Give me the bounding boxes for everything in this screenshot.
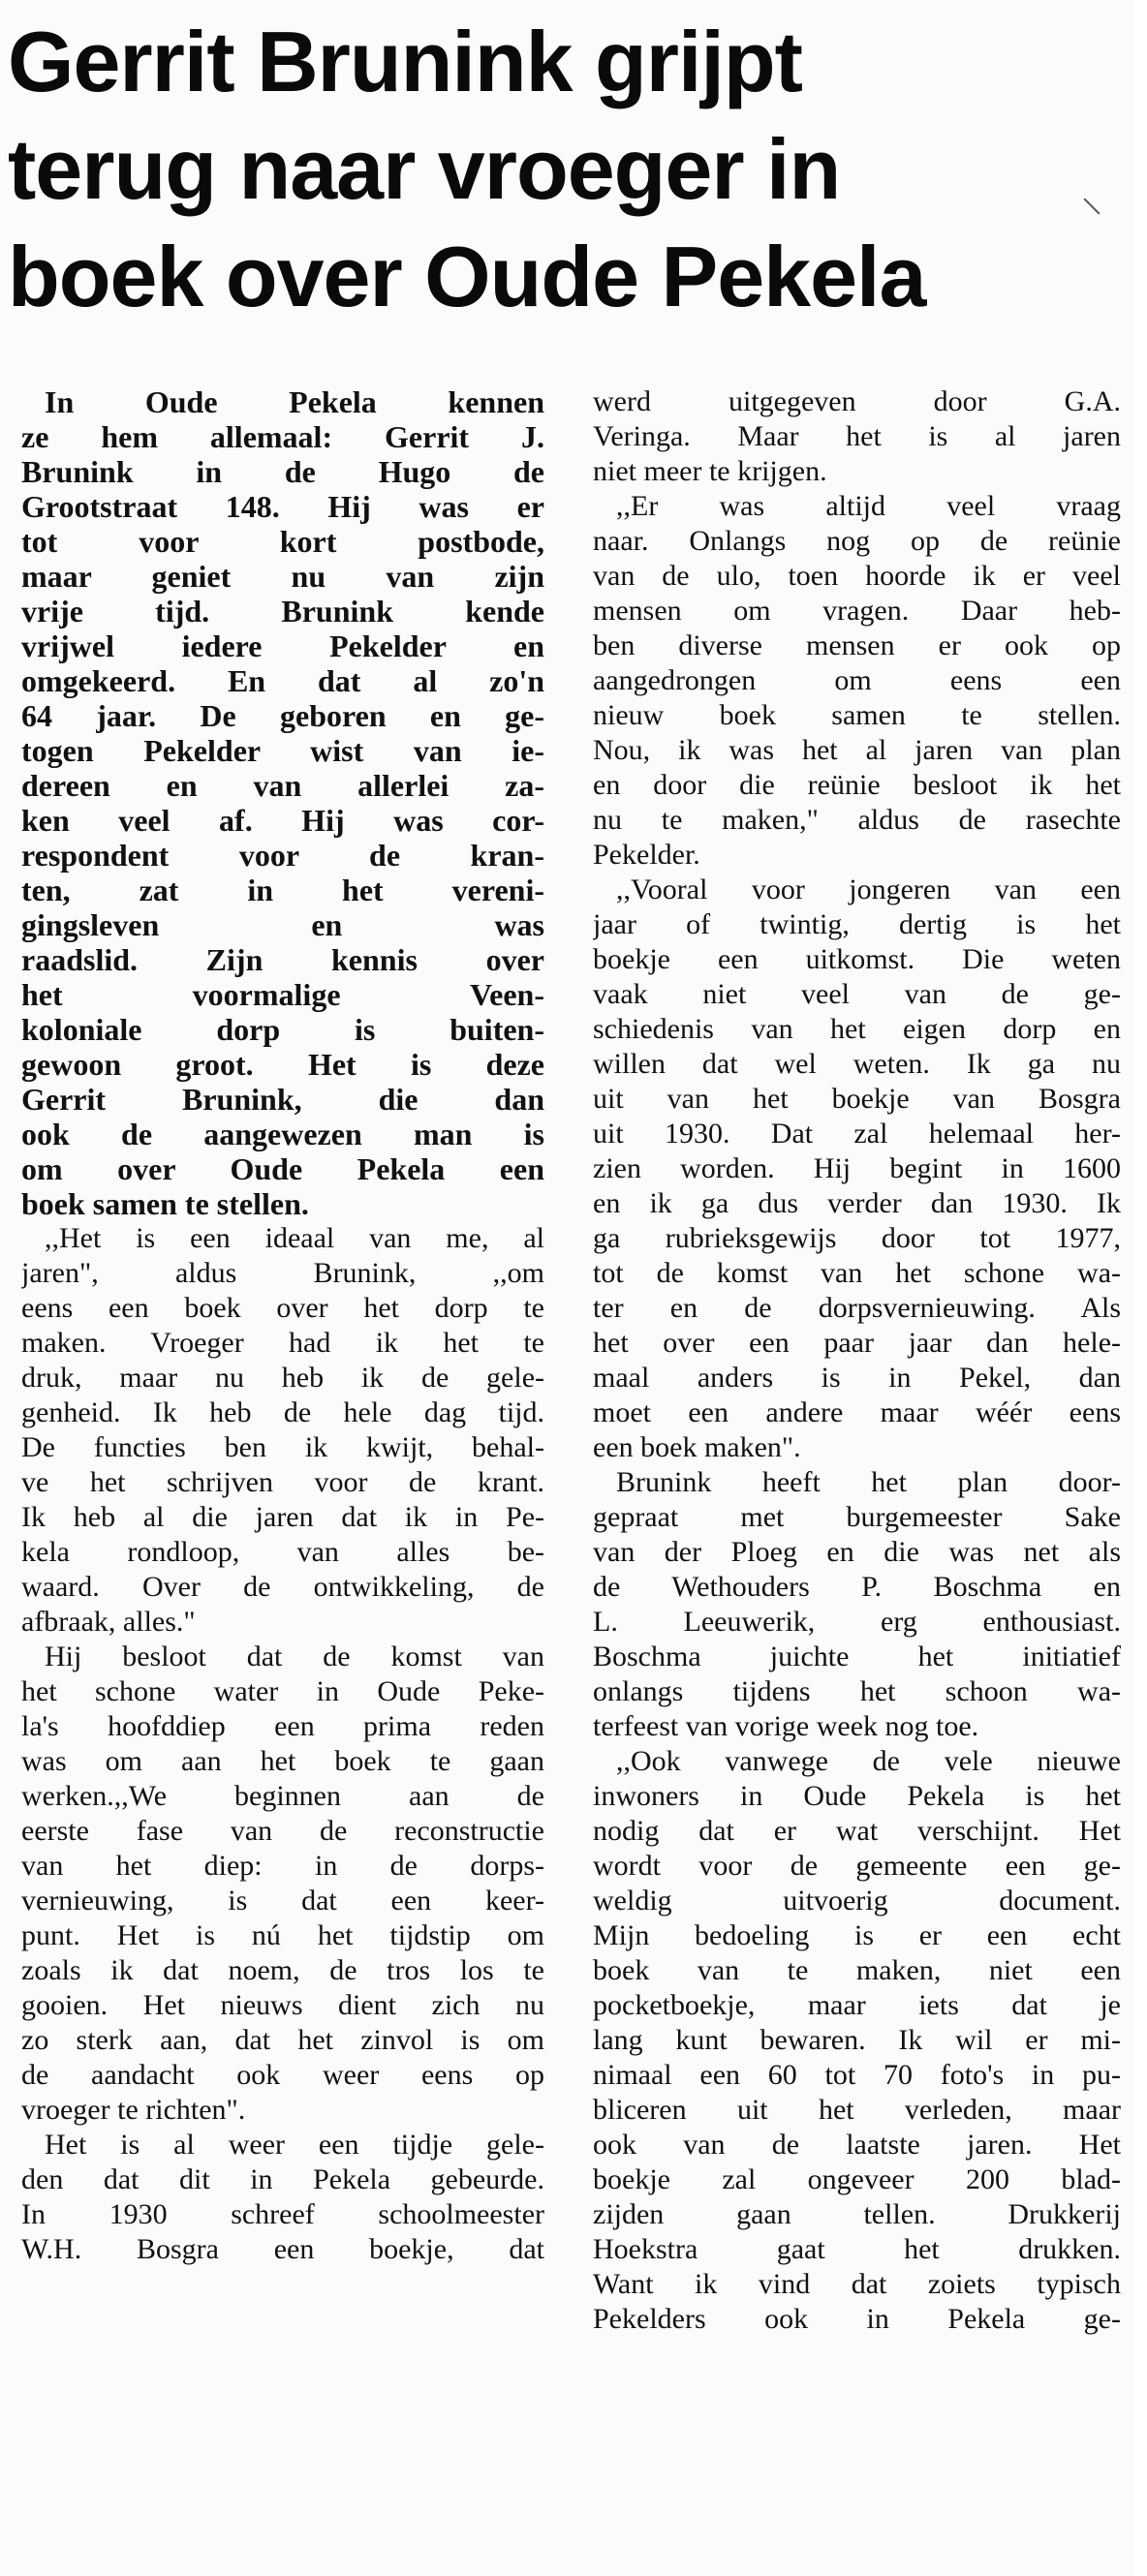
text-line: Want ik vind dat zoiets typisch [593,2268,1121,2300]
text-line: Hij besloot dat de komst van [45,1641,544,1672]
text-line: Nou, ik was het al jaren van plan [593,734,1121,766]
text-line: vroeger te richten". [21,2094,246,2126]
right-column [593,384,1121,2337]
text-line: naar. Onlangs nog op de reünie [593,525,1121,557]
text-line: het over een paar jaar dan hele- [593,1327,1121,1359]
text-line: maal anders is in Pekel, dan [593,1362,1121,1394]
text-line: ter en de dorpsvernieuwing. Als [593,1292,1121,1324]
text-line: gingsleven en was [21,907,544,942]
text-line: ook van de laatste jaren. Het [593,2129,1121,2161]
text-line: schiedenis van het eigen dorp en [593,1013,1121,1045]
text-line: wordt voor de gemeente een ge- [593,1850,1121,1882]
text-line: genheid. Ik heb de hele dag tijd. [21,1396,544,1428]
text-line: respondent voor de kran- [21,838,544,873]
text-line: vernieuwing, is dat een keer- [21,1885,544,1917]
text-line: zijden gaan tellen. Drukkerij [593,2198,1121,2230]
text-line: Pekelders ook in Pekela ge- [593,2303,1121,2335]
text-line: afbraak, alles." [21,1606,196,1638]
text-line: nu te maken," aldus de rasechte [593,804,1121,836]
text-line: vaak niet veel van de ge- [593,978,1121,1010]
text-line: gooien. Het nieuws dient zich nu [21,1989,544,2021]
text-line: L. Leeuwerik, erg enthousiast. [593,1606,1121,1638]
text-line: Brunink heeft het plan door- [616,1466,1121,1498]
text-line: Hoekstra gaat het drukken. [593,2233,1121,2265]
text-line: punt. Het is nú het tijdstip om [21,1919,544,1951]
text-line: boek van te maken, niet een [593,1954,1121,1986]
text-line: onlangs tijdens het schoon wa- [593,1675,1121,1707]
text-line: ve het schrijven voor de krant. [21,1466,544,1498]
text-line: Boschma juichte het initiatief [593,1641,1121,1672]
text-line: jaren", aldus Brunink, ,,om [21,1257,544,1289]
text-line: het schone water in Oude Peke- [21,1675,544,1707]
page-margin [1133,0,1147,2576]
text-line: Grootstraat 148. Hij was er [21,489,544,524]
text-line: gepraat met burgemeester Sake [593,1501,1121,1533]
text-line: moet een andere maar wéér eens [593,1396,1121,1428]
text-line: druk, maar nu heb ik de gele- [21,1362,544,1394]
text-line: togen Pekelder wist van ie- [21,733,544,768]
text-line: kela rondloop, van alles be- [21,1536,544,1568]
text-line: De functies ben ik kwijt, behal- [21,1431,544,1463]
headline-line-1: Gerrit Brunink grijpt [8,14,802,109]
text-line: de aandacht ook weer eens op [21,2059,544,2091]
text-line: Veringa. Maar het is al jaren [593,420,1121,452]
text-line: zoals ik dat noem, de tros los te [21,1954,544,1986]
text-line: ten, zat in het vereni- [21,873,544,907]
headline-line-3: boek over Oude Pekela [8,229,926,324]
text-line: eens een boek over het dorp te [21,1292,544,1324]
text-line: weldig uitvoerig document. [593,1885,1121,1917]
text-line: Ik heb al die jaren dat ik in Pe- [21,1501,544,1533]
text-line: het voormalige Veen- [21,977,544,1012]
text-line: en door die reünie besloot ik het [593,769,1121,801]
text-line: koloniale dorp is buiten- [21,1012,544,1047]
text-line: tot voor kort postbode, [21,524,544,559]
text-line: de Wethouders P. Boschma en [593,1571,1121,1603]
text-line: boekje zal ongeveer 200 blad- [593,2163,1121,2195]
text-line: 64 jaar. De geboren en ge- [21,698,544,733]
text-line: inwoners in Oude Pekela is het [593,1780,1121,1812]
text-line: pocketboekje, maar iets dat je [593,1989,1121,2021]
text-line: werd uitgegeven door G.A. [593,385,1121,417]
text-line: ze hem allemaal: Gerrit J. [21,419,544,454]
text-line: uit van het boekje van Bosgra [593,1083,1121,1115]
text-line: van het diep: in de dorps- [21,1850,544,1882]
text-line: maar geniet nu van zijn [21,559,544,594]
text-line: ben diverse mensen er ook op [593,629,1121,661]
text-line: vrije tijd. Brunink kende [21,594,544,629]
text-line: een boek maken". [593,1431,801,1463]
text-line: ken veel af. Hij was cor- [21,803,544,838]
text-line: bliceren uit het verleden, maar [593,2094,1121,2126]
text-line: tot de komst van het schone wa- [593,1257,1121,1289]
text-line: In Oude Pekela kennen [45,384,544,419]
text-line: W.H. Bosgra een boekje, dat [21,2233,544,2265]
text-line: van de ulo, toen hoorde ik er veel [593,560,1121,592]
text-line: Gerrit Brunink, die dan [21,1082,544,1117]
text-line: terfeest van vorige week nog toe. [593,1710,979,1742]
text-line: maken. Vroeger had ik het te [21,1327,544,1359]
text-line: zo sterk aan, dat het zinvol is om [21,2024,544,2056]
text-line: eerste fase van de reconstructie [21,1815,544,1847]
text-line: ,,Het is een ideaal van me, al [45,1222,544,1254]
headline-line-2: terug naar vroeger in [8,121,841,217]
text-line: raadslid. Zijn kennis over [21,942,544,977]
text-line: boekje een uitkomst. Die weten [593,943,1121,975]
text-line: nieuw boek samen te stellen. [593,699,1121,731]
headline [8,8,1122,330]
text-line: gewoon groot. Het is deze [21,1047,544,1082]
text-line: mensen om vragen. Daar heb- [593,595,1121,627]
text-line: Mijn bedoeling is er een echt [593,1919,1121,1951]
text-line: ,,Ook vanwege de vele nieuwe [616,1745,1121,1777]
text-line: Pekelder. [593,839,700,871]
text-line: dereen en van allerlei za- [21,768,544,803]
text-line: van der Ploeg en die was net als [593,1536,1121,1568]
text-line: den dat dit in Pekela gebeurde. [21,2163,544,2195]
text-line: lang kunt bewaren. Ik wil er mi- [593,2024,1121,2056]
text-line: ,,Er was altijd veel vraag [616,490,1121,522]
text-line: omgekeerd. En dat al zo'n [21,663,544,698]
text-line: ,,Vooral voor jongeren van een [616,874,1121,905]
text-line: boek samen te stellen. [21,1186,309,1221]
text-line: was om aan het boek te gaan [21,1745,544,1777]
text-line: la's hoofddiep een prima reden [21,1710,544,1742]
text-line: ook de aangewezen man is [21,1117,544,1151]
text-line: vrijwel iedere Pekelder en [21,629,544,663]
text-line: om over Oude Pekela een [21,1151,544,1186]
text-line: werken.,,We beginnen aan de [21,1780,544,1812]
text-line: Het is al weer een tijdje gele- [45,2129,544,2161]
text-line: en ik ga dus verder dan 1930. Ik [593,1187,1121,1219]
text-line: zien worden. Hij begint in 1600 [593,1152,1121,1184]
left-column [21,384,544,2267]
text-line: nimaal een 60 tot 70 foto's in pu- [593,2059,1121,2091]
text-line: waard. Over de ontwikkeling, de [21,1571,544,1603]
text-line: aangedrongen om eens een [593,664,1121,696]
text-line: Brunink in de Hugo de [21,454,544,489]
text-line: niet meer te krijgen. [593,455,827,487]
text-line: uit 1930. Dat zal helemaal her- [593,1118,1121,1150]
text-line: nodig dat er wat verschijnt. Het [593,1815,1121,1847]
text-line: ga rubrieksgewijs door tot 1977, [593,1222,1121,1254]
text-line: willen dat wel weten. Ik ga nu [593,1048,1121,1080]
text-line: In 1930 schreef schoolmeester [21,2198,544,2230]
text-line: jaar of twintig, dertig is het [593,908,1121,940]
